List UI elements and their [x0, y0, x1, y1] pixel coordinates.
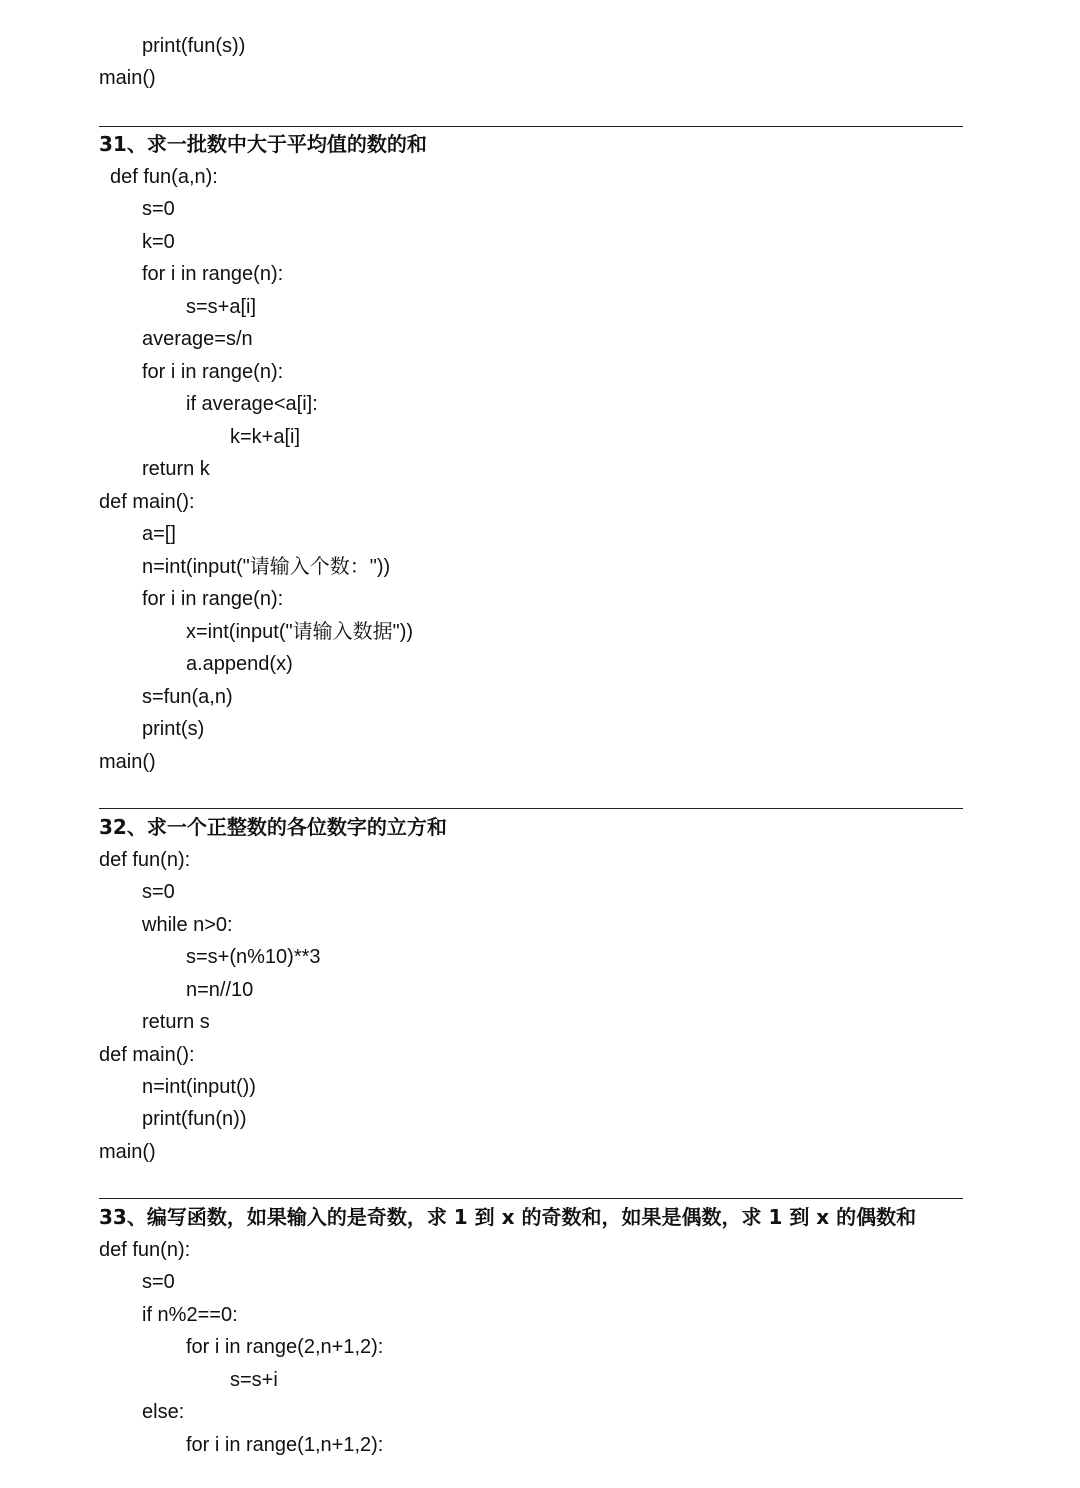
code-line: print(fun(s)) — [142, 35, 246, 57]
code-line: average=s/n — [142, 328, 253, 350]
code-line: if n%2==0: — [142, 1304, 238, 1326]
code-line: for i in range(n): — [142, 361, 284, 383]
code-line: def fun(a,n): — [110, 166, 218, 188]
code-line: def fun(n): — [99, 849, 191, 871]
code-line: s=s+(n%10)**3 — [186, 946, 321, 968]
code-line: k=k+a[i] — [230, 426, 301, 448]
code-line: def main(): — [99, 491, 195, 513]
code-line: for i in range(1,n+1,2): — [186, 1434, 384, 1456]
code-line: n=n//10 — [186, 979, 254, 1001]
code-line: a=[] — [142, 523, 176, 545]
section-divider — [99, 1198, 963, 1199]
code-line: return s — [142, 1011, 210, 1033]
code-line: def fun(n): — [99, 1239, 191, 1261]
code-line: return k — [142, 458, 210, 480]
code-line: s=s+a[i] — [186, 296, 257, 318]
code-line: print(s) — [142, 718, 205, 740]
code-line: k=0 — [142, 231, 175, 253]
code-line: s=s+i — [230, 1369, 278, 1391]
code-line: n=int(input()) — [142, 1076, 256, 1098]
code-line: x=int(input("请输入数据")) — [186, 621, 414, 643]
code-line: for i in range(2,n+1,2): — [186, 1336, 384, 1358]
code-line: main() — [99, 67, 156, 89]
code-line: for i in range(n): — [142, 588, 284, 610]
section-title: 32、求一个正整数的各位数字的立方和 — [99, 815, 447, 839]
code-line: s=0 — [142, 881, 175, 903]
code-line: for i in range(n): — [142, 263, 284, 285]
code-line: s=0 — [142, 198, 175, 220]
code-line: s=0 — [142, 1271, 175, 1293]
code-line: n=int(input("请输入个数：")) — [142, 556, 391, 578]
code-line: else: — [142, 1401, 185, 1423]
code-line: def main(): — [99, 1044, 195, 1066]
code-line: print(fun(n)) — [142, 1108, 247, 1130]
code-line: s=fun(a,n) — [142, 686, 233, 708]
code-line: while n>0: — [142, 914, 233, 936]
code-line: if average<a[i]: — [186, 393, 318, 415]
code-line: a.append(x) — [186, 653, 293, 675]
code-line: main() — [99, 1141, 156, 1163]
section-divider — [99, 808, 963, 809]
section-title: 31、求一批数中大于平均值的数的和 — [99, 132, 427, 156]
section-title: 33、编写函数，如果输入的是奇数，求 1 到 x 的奇数和，如果是偶数，求 1 到 x 的偶数和 — [99, 1205, 917, 1229]
code-line: main() — [99, 751, 156, 773]
section-divider — [99, 126, 963, 127]
